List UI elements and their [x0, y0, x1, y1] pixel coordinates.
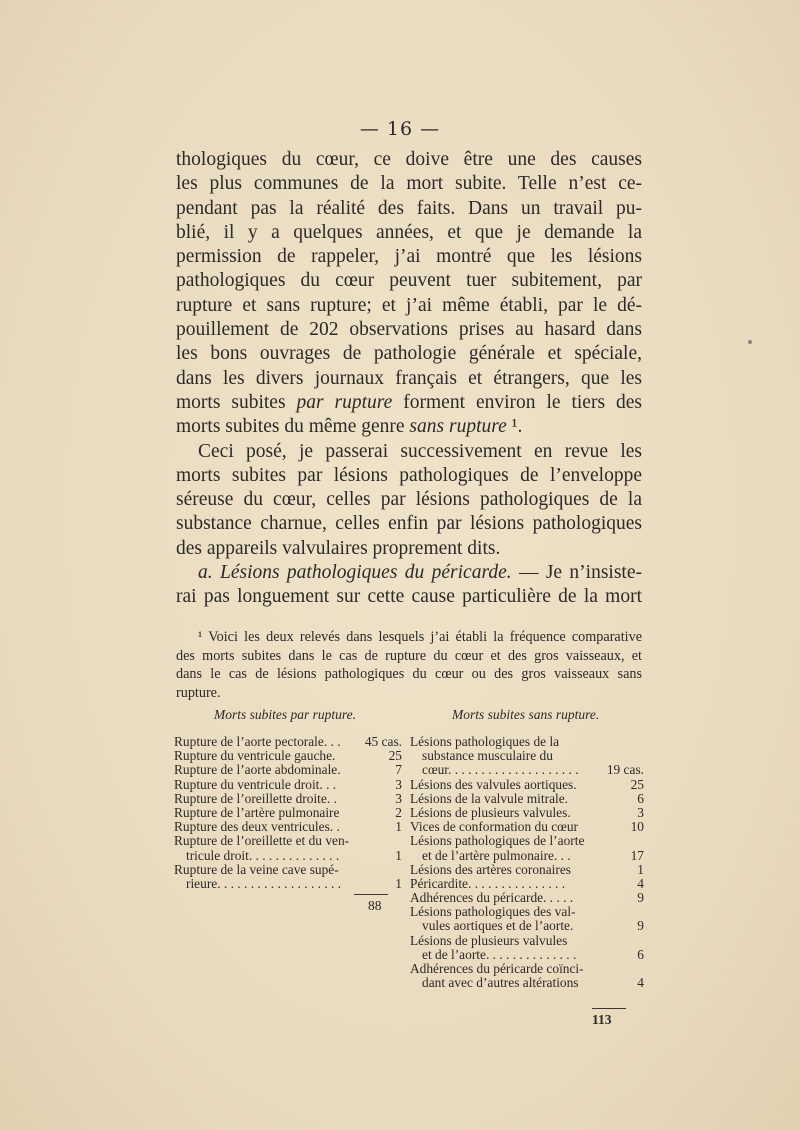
row-value: 10 [630, 819, 644, 835]
sum-rule-right [592, 1008, 626, 1009]
row-value: 1 [395, 819, 402, 835]
row-value: 7 [395, 762, 402, 778]
table-row [410, 792, 644, 806]
row-label: Rupture de l’oreillette droite. . [174, 790, 337, 806]
text-line: morts subites par lésions pathologiques de l’enveloppe [176, 464, 642, 486]
table-row [174, 749, 402, 763]
row-value: 3 [395, 790, 402, 806]
text-line: pathologiques du cœur peuvent tuer subitement, par [176, 270, 642, 292]
paragraph-2 [176, 440, 642, 561]
text-line: pendant pas la réalité des faits. Dans un travail pu- [176, 197, 642, 219]
row-label: Rupture du ventricule droit. . . [174, 776, 337, 792]
text-line: thologiques du cœur, ce doive être une des causes [176, 149, 642, 170]
row-value: 6 [637, 946, 644, 962]
table-row [410, 778, 644, 792]
row-value: 3 [395, 776, 402, 792]
text-line: Ceci posé, je passerai successivement en revue les [198, 440, 642, 462]
table-row [410, 749, 644, 763]
row-value: 1 [395, 847, 402, 863]
row-label: dant avec d’autres altérations [422, 975, 579, 991]
row-value: 45 cas. [364, 734, 402, 749]
row-label: Adhérences du péricarde coïnci- [410, 961, 584, 976]
row-label: Rupture de l’artère pulmonaire [174, 804, 340, 820]
sum-rule-left [354, 894, 388, 895]
table-row [174, 806, 402, 820]
row-label: Rupture de l’oreillette et du ven- [174, 833, 350, 849]
text-line: a. Lésions pathologiques du péricarde. — Je n’insiste- [198, 562, 642, 584]
row-value: 25 [388, 748, 402, 764]
row-label: Lésions de la valvule mitrale. [410, 790, 569, 806]
table-row [410, 820, 644, 834]
text-line: dans le cas de lésions pathologiques du cœur ou des gros vaisseaux sans [176, 666, 642, 682]
row-value: 17 [630, 847, 644, 863]
footnote [176, 628, 642, 702]
row-label: Vices de conformation du cœur [410, 819, 579, 835]
right-column-title: Morts subites sans rupture. [452, 707, 600, 722]
left-column-title: Morts subites par rupture. [214, 707, 357, 722]
row-label: Lésions de plusieurs valvules [410, 932, 568, 948]
table-row [410, 863, 644, 877]
text-line: dans les divers journaux français et étrangers, que les [176, 367, 642, 389]
row-label: Lésions des artères coronaires [410, 861, 571, 877]
table-row [174, 820, 402, 834]
row-label: et de l’artère pulmonaire. . . [422, 847, 571, 863]
row-value: 1 [395, 875, 402, 891]
text-line: séreuse du cœur, celles par lésions pathologiques de la [176, 489, 642, 511]
row-label: Rupture de la veine cave supé- [174, 861, 339, 877]
row-value: 4 [637, 975, 644, 991]
table-row [410, 905, 644, 919]
left-column [174, 735, 402, 891]
table-row [410, 735, 644, 749]
table-row [174, 849, 402, 863]
row-value: 1 [637, 861, 644, 877]
row-label: tricule droit. . . . . . . . . . . . . . [186, 847, 340, 863]
right-column [410, 735, 644, 990]
table-row [174, 763, 402, 777]
row-label: Adhérences du péricarde. . . . . [410, 890, 574, 906]
text-line: pouillement de 202 observations prises au hasard dans [176, 319, 642, 341]
table-row [410, 962, 644, 976]
row-value: 25 [630, 776, 644, 792]
text-line: blié, il y a quelques années, et que je demande la [176, 221, 642, 243]
row-label: substance musculaire du [422, 748, 553, 764]
text-line: rupture et sans rupture; et j’ai même établi, par le dé- [176, 294, 642, 316]
table-row [174, 834, 402, 848]
row-label: Lésions des valvules aortiques. [410, 776, 577, 792]
row-value: 4 [637, 875, 644, 891]
row-label: et de l’aorte. . . . . . . . . . . . . . [422, 946, 577, 962]
text-line: des appareils valvulaires proprement dits. [176, 537, 501, 559]
row-label: Lésions pathologiques des val- [410, 904, 576, 920]
page-number: — 16 — [359, 118, 441, 140]
text-line: morts subites par rupture forment environ le tiers des [176, 391, 642, 413]
row-label: Rupture de l’aorte abdominale. [174, 762, 341, 778]
paper-speck [748, 340, 752, 344]
table-row [410, 834, 644, 848]
text-line: des morts subites dans le cas de rupture du cœur et des gros vaisseaux, et [176, 647, 642, 664]
text-line: les plus communes de la mort subite. Telle n’est ce- [176, 173, 642, 195]
table-row [410, 806, 644, 820]
row-label: Rupture des deux ventricules. . [174, 819, 340, 835]
row-label: Rupture de l’aorte pectorale. . . [174, 734, 341, 749]
table-row [410, 934, 644, 948]
row-label: Lésions de plusieurs valvules. [410, 804, 571, 820]
row-label: Rupture du ventricule gauche. [174, 748, 336, 764]
text-line: rai pas longuement sur cette cause particulière de la mort [176, 586, 642, 608]
row-label: Lésions pathologiques de la [410, 734, 560, 749]
row-label: rieure. . . . . . . . . . . . . . . . . . . [186, 875, 342, 891]
table-row [410, 763, 644, 777]
text-line: morts subites du même genre sans rupture ¹. [176, 416, 523, 438]
table-row [174, 735, 402, 749]
row-label: Péricardite. . . . . . . . . . . . . . . [410, 875, 566, 891]
table-row [174, 863, 402, 877]
row-value: 19 cas. [606, 762, 644, 778]
text-line: permission de rappeler, j’ai montré que les lésions [176, 246, 642, 268]
left-total: 88 [368, 898, 382, 913]
row-value: 2 [395, 804, 402, 820]
table-row [174, 877, 402, 891]
row-value: 6 [637, 790, 644, 806]
table-row [410, 919, 644, 933]
row-value: 9 [637, 890, 644, 906]
text-line: les bons ouvrages de pathologie générale et spéciale, [176, 343, 642, 365]
row-value: 3 [637, 804, 644, 820]
text-line: rupture. [176, 684, 221, 701]
table-row [410, 849, 644, 863]
text-line: ¹ Voici les deux relevés dans lesquels j’ai établi la fréquence comparative [198, 629, 642, 645]
table-row [174, 792, 402, 806]
row-label: cœur. . . . . . . . . . . . . . . . . . . . [422, 762, 579, 778]
main-text [176, 148, 642, 610]
table-row [410, 976, 644, 990]
table-row [174, 778, 402, 792]
text-line: substance charnue, celles enfin par lésions pathologiques [176, 513, 642, 535]
table-row [410, 891, 644, 905]
row-label: Lésions pathologiques de l’aorte [410, 833, 585, 849]
table-row [410, 948, 644, 962]
table-row [410, 877, 644, 891]
paragraph-1 [176, 148, 642, 391]
row-value: 9 [637, 918, 644, 934]
right-total: 113 [592, 1012, 612, 1027]
row-label: vules aortiques et de l’aorte. [422, 918, 574, 934]
